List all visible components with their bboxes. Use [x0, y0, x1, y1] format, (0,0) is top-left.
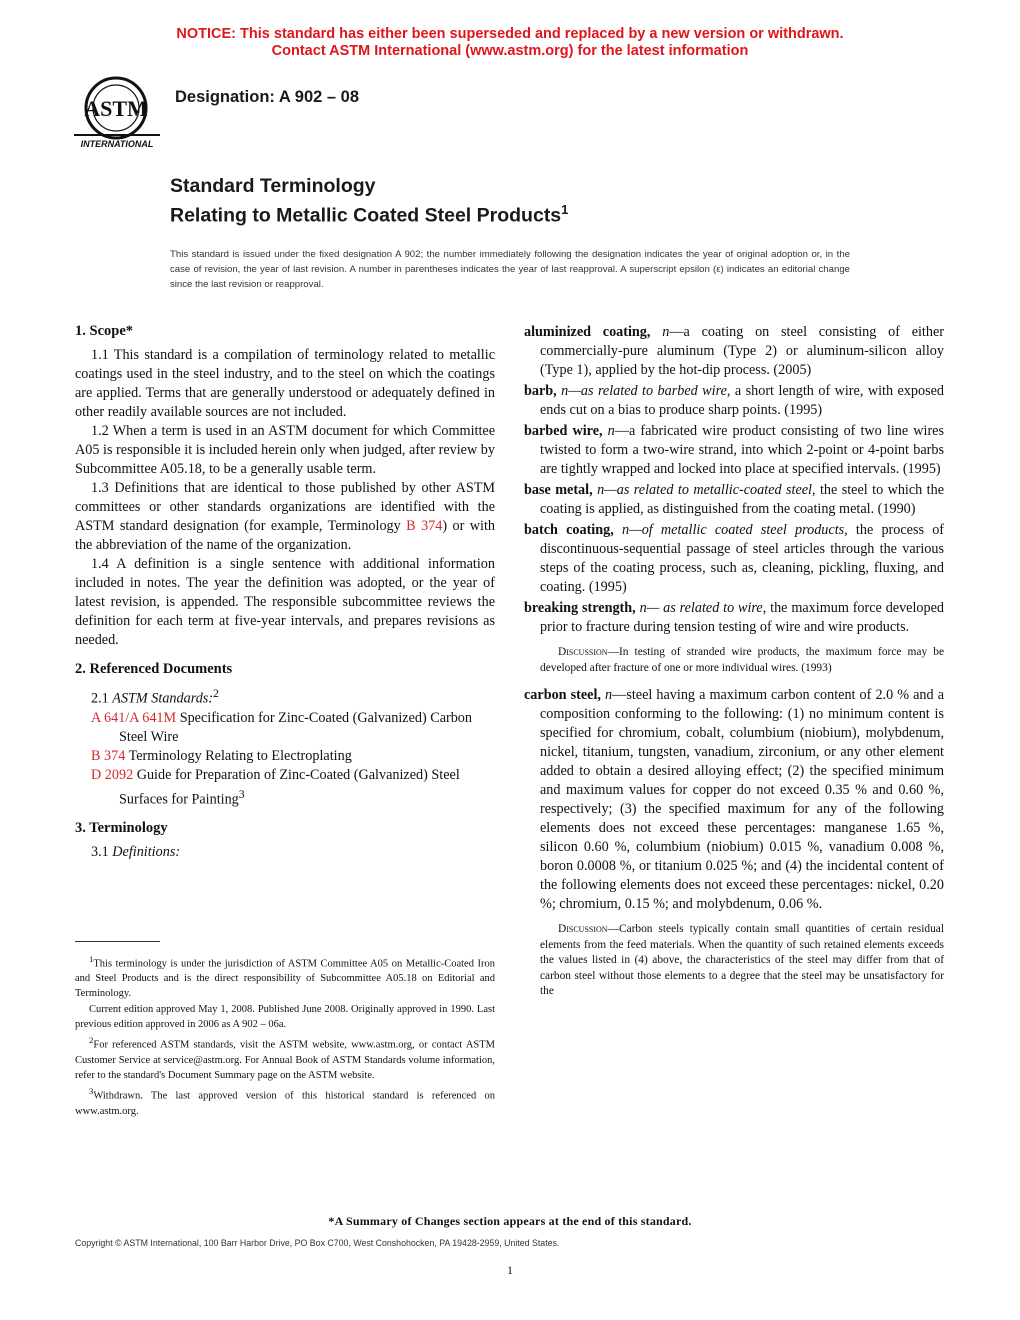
right-column — [524, 323, 944, 1010]
definition-breaking-strength: breaking strength, n— as related to wire, the maximum force developed prior to fracture during tension testing of wire and wire products. — [524, 600, 945, 635]
scope-paragraph-4: 1.4 A definition is a single sentence with additional information included in notes. The year the definition was adopted, or the year of latest revision, is appended. The responsible subcommittee reviews the definition for each term at five-year intervals, and prepares revisions as needed. — [75, 556, 495, 648]
page-number: 1 — [507, 1263, 513, 1277]
title-line-2: Relating to Metallic Coated Steel Products$^1$ — [170, 202, 569, 227]
definition-aluminized-coating: aluminized coating, n—a coating on steel consisting of either commercially-pure aluminum (Type 2) or aluminum-silicon alloy (Type 1), applied by the hot-dip process. (2005) — [524, 324, 944, 378]
discussion-carbon-steel: Discussion—Carbon steels typically contain small quantities of certain residual elements from the feed materials. When the quantity of such retained elements exceeds the values listed in (4) above, the characteristics of the steel may differ from that of carbon steel without those elements to a degree that the steel may be unsatisfactory for the — [540, 923, 944, 997]
left-column — [75, 322, 495, 862]
definition-barb: barb, n—as related to barbed wire, a short length of wire, with exposed ends cut on a bias to produce sharp points. (1995) — [524, 383, 944, 418]
issued-note: This standard is issued under the fixed designation A 902; the number immediately following the designation indicates the year of original adoption or, in the case of revision, the year of last revision. A number in parentheses indicates the year of last reapproval. A superscript epsilon (ε) indicates an editorial change since the last revision or reapproval. — [170, 249, 850, 290]
reference-link[interactable]: A 641/A 641M — [91, 709, 177, 726]
reference-item: B 374 Terminology Relating to Electroplating — [91, 747, 352, 764]
reference-link[interactable]: B 374 — [91, 747, 126, 764]
astm-logo — [72, 72, 162, 152]
summary-note: *A Summary of Changes section appears at the end of this standard. — [328, 1214, 692, 1228]
title-footnote-mark: 1 — [561, 202, 569, 217]
footnote: $^1$This terminology is under the jurisdiction of ASTM Committee A05 on Metallic-Coated Iron and Steel Products and is the direct responsibility of Subcommittee A05.18 on Editorial and Terminology. — [75, 954, 495, 1000]
scope-paragraph-1: 1.1 This standard is a compilation of terminology related to metallic coatings used in the steel industry, and to the steel on which the coatings are applied. Terms that are generally understood or adequately defined in other readily available sources are not included. — [75, 347, 495, 420]
b374-link[interactable]: B 374 — [406, 518, 443, 534]
footnote: $^3$Withdrawn. The last approved version of this historical standard is referenced on www.astm.org. — [75, 1086, 495, 1117]
terminology-heading: 3. Terminology — [75, 820, 168, 837]
scope-paragraph-2: 1.2 When a term is used in an ASTM document for which Committee A05 is responsible it is included herein only when judged, after review by Subcommittee A05.18, to be a generally usable term. — [75, 423, 495, 477]
scope-heading: 1. Scope* — [75, 323, 133, 339]
document-title — [170, 175, 568, 228]
notice-line-1: NOTICE: This standard has either been superseded and replaced by a new version or withdrawn. — [176, 26, 844, 42]
withdrawal-notice — [0, 26, 1020, 60]
scope-paragraph-3: 1.3 Definitions that are identical to those published by other ASTM committees or other standards organizations are identified with the ASTM standard designation (for example, Terminology B 374) or with the abbreviation of the name of the organization. — [75, 480, 495, 553]
references-heading: 2. Referenced Documents — [75, 661, 233, 677]
footnotes — [75, 952, 495, 1120]
title-line-1: Standard Terminology — [170, 175, 376, 197]
copyright: Copyright © ASTM International, 100 Barr Harbor Drive, PO Box C700, West Conshohocken, PA 19428-2959, United States. — [75, 1238, 560, 1248]
logo-subtext: INTERNATIONAL — [80, 139, 154, 149]
reference-item: D 2092 Guide for Preparation of Zinc-Coated (Galvanized) Steel Surfaces for Painting$^3$ — [91, 766, 460, 808]
footnote-rule — [75, 941, 160, 942]
definition-batch-coating: batch coating, n—of metallic coated steel products, the process of discontinuous-sequential passage of steel articles through the various steps of the coating process, such as, cleaning, pickling, fluxing, and coating. (1995) — [524, 522, 945, 595]
definition-barbed-wire: barbed wire, n—a fabricated wire product consisting of two line wires twisted to form a two-wire strand, into which 2-point or 4-point barbs are tightly wrapped and locked into place at specified intervals. (1995) — [524, 423, 944, 477]
reference-item: A 641/A 641M Specification for Zinc-Coated (Galvanized) Carbon Steel Wire — [91, 709, 472, 745]
discussion-breaking-strength: Discussion—In testing of stranded wire products, the maximum force may be developed after fracture of one or more individual wires. (1993) — [540, 646, 944, 674]
astm-standards-label: 2.1 ASTM Standards:$^2$ — [91, 686, 219, 707]
footnote: Current edition approved May 1, 2008. Published June 2008. Originally approved in 1990. Last previous edition approved in 2006 as A 902 – 06a. — [75, 1003, 495, 1030]
definitions-label: 3.1 Definitions: — [91, 844, 181, 861]
definition-carbon-steel: carbon steel, n—steel having a maximum carbon content of 2.0 % and a composition conforming to the following: (1) no minimum content is specified for chromium, cobalt, columbium (niobium), molybdenum, nickel, titanium, tungsten, vanadium, zirconium, or any other element added to obtain a desired alloying effect; (2) the specified minimum and maximum values for copper do not exceed 0.35 % and 0.60 %, respectively; (3) the specified maximum for any of the following elements does not exceed these percentages: manganese 1.65 %, silicon 0.60 %, columbium (niobium) 0.015 %, vanadium 0.008 %, boron 0.0008 %, or titanium 0.025 %; and (4) the incidental content of the following elements does not exceed these percentages: nickel, 0.20 %; chromium, 0.15 %; and molybdenum, 0.06 %. — [524, 687, 944, 912]
designation: Designation: A 902 – 08 — [175, 88, 360, 106]
logo-text: ASTM — [84, 96, 148, 121]
footnote: $^2$For referenced ASTM standards, visit the ASTM website, www.astm.org, or contact ASTM Customer Service at service@astm.org. For Annual Book of ASTM Standards volume information, refer to the standard's Document Summary page on the ASTM website. — [75, 1035, 495, 1081]
definition-base-metal: base metal, n—as related to metallic-coated steel, the steel to which the coating is applied, as distinguished from the coating metal. (1990) — [524, 482, 944, 517]
notice-line-2: Contact ASTM International (www.astm.org) for the latest information — [271, 43, 749, 59]
reference-link[interactable]: D 2092 — [91, 766, 134, 783]
